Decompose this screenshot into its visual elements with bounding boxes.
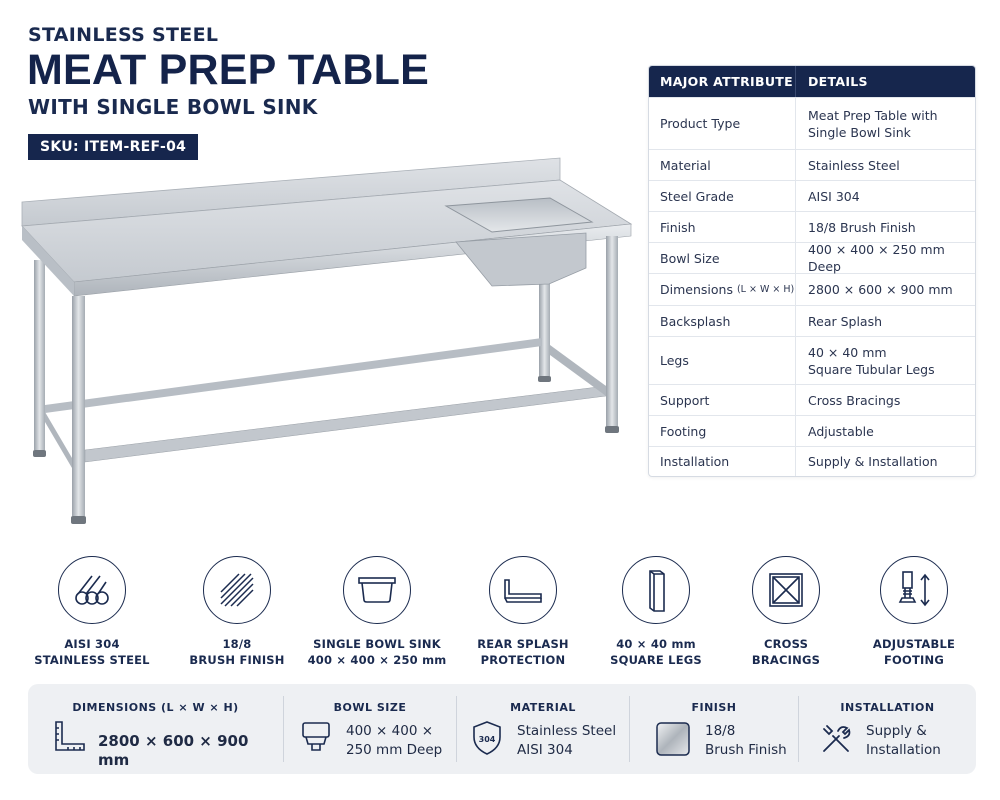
header-major-attribute: MAJOR ATTRIBUTE: [649, 66, 796, 97]
summary-installation: INSTALLATION Supply & Installation: [799, 684, 976, 774]
finish-line2: Brush Finish: [705, 742, 787, 758]
table-row: [649, 336, 975, 384]
table-row: [649, 415, 975, 446]
attr-cell: Material: [649, 150, 796, 180]
material-line1: Stainless Steel: [517, 723, 617, 739]
cross-bracing-icon: [752, 556, 820, 624]
summary-material: MATERIAL 304 Stainless Steel AISI 304: [457, 684, 629, 774]
table-row: [649, 97, 975, 149]
dimensions-value: 2800 × 600 × 900 mm: [98, 732, 249, 769]
installation-line2: Installation: [866, 742, 941, 758]
detail-cell: Stainless Steel: [808, 157, 900, 173]
attr-cell: Bowl Size: [649, 243, 796, 273]
detail-cell: 18/8 Brush Finish: [808, 219, 916, 235]
product-category: STAINLESS STEEL: [28, 24, 219, 46]
product-title: MEAT PREP TABLE: [27, 46, 429, 94]
feature-sink: SINGLE BOWL SINK 400 × 400 × 250 mm: [307, 556, 447, 668]
rear-splash-icon: [489, 556, 557, 624]
sink-bowl-icon: [343, 556, 411, 624]
brushed-swatch-icon: [656, 722, 690, 760]
attr-cell: Finish: [649, 212, 796, 242]
table-row: [649, 211, 975, 242]
attr-cell: Installation: [649, 447, 796, 476]
table-row: [649, 446, 975, 476]
detail-cell: Meat Prep Table with Single Bowl Sink: [808, 107, 938, 140]
feature-legs: 40 × 40 mm SQUARE LEGS: [586, 556, 726, 668]
specification-table: [648, 65, 976, 477]
tools-icon: [819, 722, 853, 760]
finish-line1: 18/8: [705, 723, 736, 739]
summary-dimensions: DIMENSIONS (L × W × H) 2800 × 600 × 900 mm: [28, 684, 283, 774]
detail-cell: 2800 × 600 × 900 mm: [808, 282, 953, 297]
attr-cell: Product Type: [649, 98, 796, 149]
square-leg-icon: [622, 556, 690, 624]
sku-badge: SKU: ITEM-REF-04: [28, 134, 198, 160]
table-row: [649, 273, 975, 305]
table-row: [649, 305, 975, 336]
brush-finish-icon: [203, 556, 271, 624]
summary-finish: FINISH 18/8 Brush Finish: [630, 684, 798, 774]
attr-cell: Backsplash: [649, 306, 796, 336]
ruler-icon: [52, 720, 86, 758]
detail-cell: 40 × 40 mm Square Tubular Legs: [808, 344, 935, 377]
detail-cell: Cross Bracings: [808, 392, 901, 408]
attr-cell: Legs: [649, 337, 796, 384]
table-row: [649, 384, 975, 415]
summary-bowl-size: BOWL SIZE 400 × 400 × 250 mm Deep: [284, 684, 456, 774]
detail-cell: Supply & Installation: [808, 454, 938, 469]
material-line2: AISI 304: [517, 742, 573, 758]
feature-splash: REAR SPLASH PROTECTION: [453, 556, 593, 668]
attr-cell: Dimensions (L × W × H): [649, 274, 796, 305]
bowl-size-line1: 400 × 400 ×: [346, 723, 434, 739]
attr-cell: Support: [649, 385, 796, 415]
detail-cell: 400 × 400 × 250 mm Deep: [808, 242, 945, 274]
table-header: [649, 66, 975, 97]
detail-cell: Adjustable: [808, 423, 874, 439]
detail-cell: AISI 304: [808, 188, 860, 204]
feature-finish: 18/8 BRUSH FINISH: [167, 556, 307, 668]
detail-cell: Rear Splash: [808, 313, 883, 329]
attr-cell: Footing: [649, 416, 796, 446]
table-row: [649, 242, 975, 273]
adjustable-foot-icon: [880, 556, 948, 624]
table-row: [649, 180, 975, 211]
product-image-table: [14, 150, 644, 540]
steel-tubes-icon: [58, 556, 126, 624]
summary-bar: [28, 684, 976, 774]
table-row: [649, 149, 975, 180]
product-subtitle: WITH SINGLE BOWL SINK: [28, 95, 318, 119]
feature-steel: AISI 304 STAINLESS STEEL: [22, 556, 162, 668]
attr-cell: Steel Grade: [649, 181, 796, 211]
feature-bracing: CROSS BRACINGS: [716, 556, 856, 668]
feature-footing: ADJUSTABLE FOOTING: [844, 556, 984, 668]
bowl-icon: [300, 720, 332, 758]
shield-icon: [471, 720, 503, 760]
installation-line1: Supply &: [866, 723, 927, 739]
header-details: DETAILS: [808, 74, 868, 89]
svg-text:304: 304: [478, 735, 496, 744]
bowl-size-line2: 250 mm Deep: [346, 742, 443, 758]
